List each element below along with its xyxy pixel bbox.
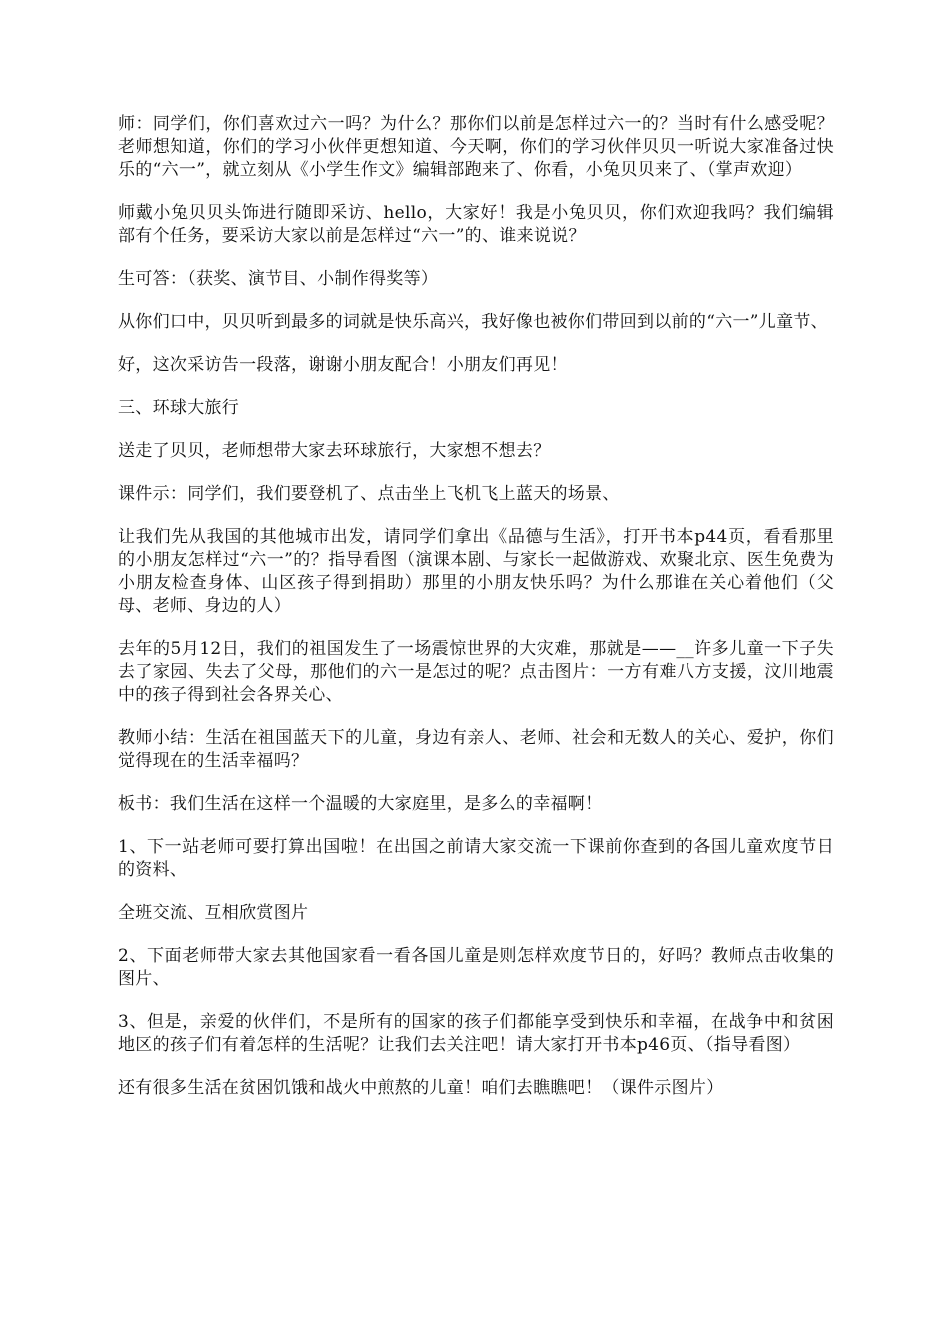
paragraph: 全班交流、互相欣赏图片: [118, 903, 309, 923]
paragraph: 好，这次采访告一段落，谢谢小朋友配合！小朋友们再见！: [118, 355, 568, 375]
paragraph: 师戴小兔贝贝头饰进行随即采访、hello，大家好！我是小兔贝贝，你们欢迎我吗？我们编辑部有个任务，要采访大家以前是怎样过“六一”的、谁来说说？: [118, 203, 834, 246]
paragraph: 2、下面老师带大家去其他国家看一看各国儿童是则怎样欢度节日的，好吗？教师点击收集的图片、: [118, 946, 834, 989]
paragraph: 送走了贝贝，老师想带大家去环球旅行，大家想不想去？: [118, 441, 551, 461]
paragraph: 3、但是，亲爱的伙伴们，不是所有的国家的孩子们都能享受到快乐和幸福，在战争中和贫困地区的孩子们有着怎样的生活呢？让我们去关注吧！请大家打开书本p46页、（指导看图）: [118, 1012, 834, 1055]
paragraph: 1、下一站老师可要打算出国啦！在出国之前请大家交流一下课前你查到的各国儿童欢度节日的资料、: [118, 837, 834, 880]
paragraph: 教师小结：生活在祖国蓝天下的儿童，身边有亲人、老师、社会和无数人的关心、爱护，你们觉得现在的生活幸福吗？: [118, 728, 834, 771]
document-page: [118, 113, 834, 1120]
paragraph: 课件示：同学们，我们要登机了、点击坐上飞机飞上蓝天的场景、: [118, 484, 620, 504]
paragraph: 生可答：（获奖、演节目、小制作得奖等）: [118, 269, 439, 289]
paragraph: 还有很多生活在贫困饥饿和战火中煎熬的儿童！咱们去瞧瞧吧！（课件示图片）: [118, 1078, 724, 1098]
paragraph: 去年的5月12日，我们的祖国发生了一场震惊世界的大灾难，那就是——__许多儿童一下子失去了家园、失去了父母，那他们的六一是怎过的呢？点击图片：一方有难八方支援，汶川地震中的孩子得到社会各界关心、: [118, 639, 834, 705]
paragraph: 从你们口中，贝贝听到最多的词就是快乐高兴，我好像也被你们带回到以前的“六一”儿童节、: [118, 312, 828, 332]
section-heading: 三、环球大旅行: [118, 398, 240, 418]
paragraph: 让我们先从我国的其他城市出发，请同学们拿出《品德与生活》，打开书本p44页，看看那里的小朋友怎样过“六一”的？指导看图（演课本剧、与家长一起做游戏、欢聚北京、医生免费为小朋友检查身体、山区孩子得到捐助）那里的小朋友快乐吗？为什么那谁在关心着他们（父母、老师、身边的人）: [118, 527, 834, 616]
paragraph: 板书：我们生活在这样一个温暖的大家庭里，是多么的幸福啊！: [118, 794, 603, 814]
paragraph: 师：同学们，你们喜欢过六一吗？为什么？那你们以前是怎样过六一的？当时有什么感受呢？老师想知道，你们的学习小伙伴更想知道、今天啊，你们的学习伙伴贝贝一听说大家准备过快乐的“六一”，就立刻从《小学生作文》编辑部跑来了、你看，小兔贝贝来了、（掌声欢迎）: [118, 114, 834, 180]
